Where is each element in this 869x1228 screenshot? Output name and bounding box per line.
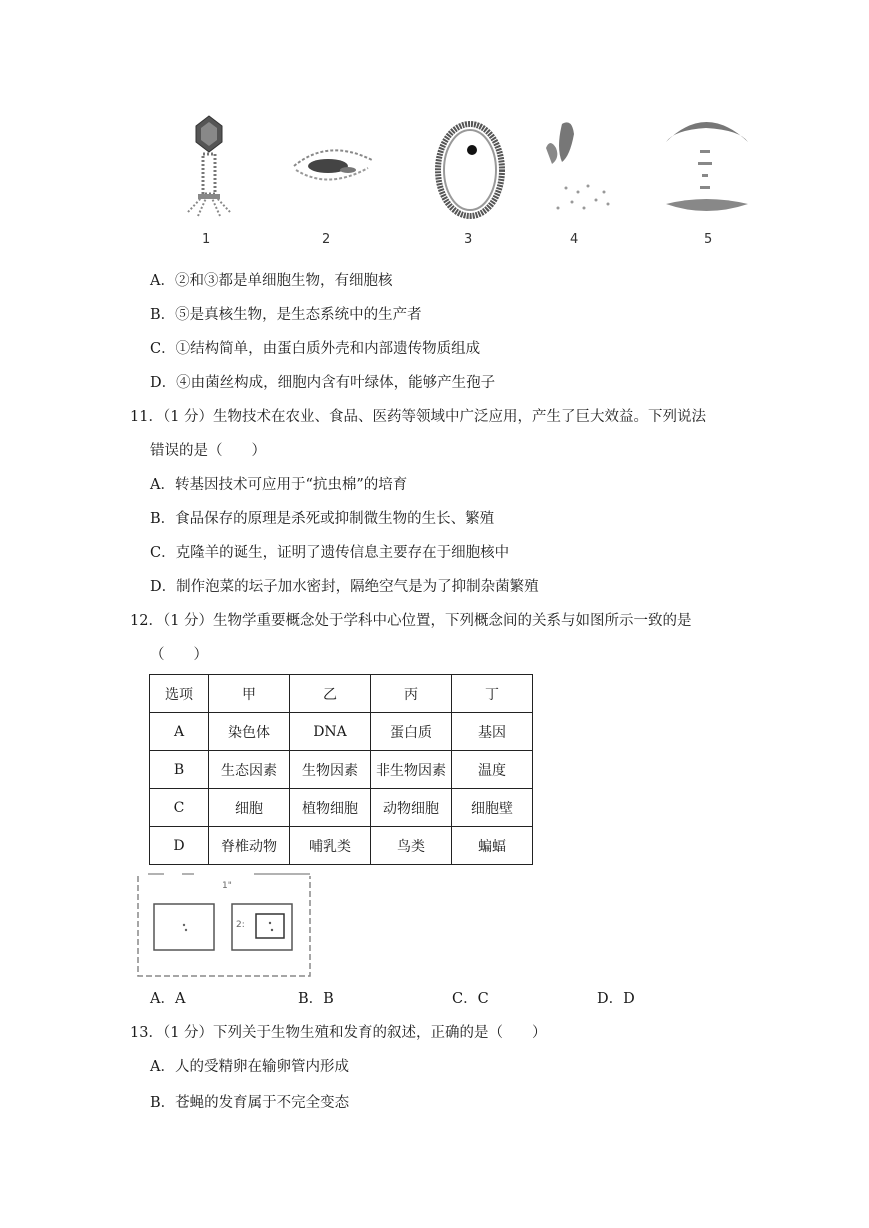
table-cell: 生物因素 [290,751,371,789]
q11-option-d: D．制作泡菜的坛子加水密封，隔绝空气是为了抑制杂菌繁殖 [150,579,539,595]
figure-label-3: 3 [464,232,473,247]
table-cell: 蛋白质 [371,713,452,751]
q12-choice-b: B．B [298,991,334,1007]
table-cell: DNA [290,713,371,751]
table-cell: 动物细胞 [371,789,452,827]
concept-table [149,674,533,865]
table-cell: 生态因素 [209,751,290,789]
q12-stem-line2: （ ） [150,647,208,663]
q11-option-a: A．转基因技术可应用于“抗虫棉”的培育 [150,477,408,493]
fungus-illustration [538,108,618,247]
table-cell: 蝙蝠 [452,827,533,865]
table-cell: 细胞壁 [452,789,533,827]
protist-illustration [288,108,378,247]
table-header-cell: 丙 [371,675,452,713]
single-cell-illustration [432,108,508,247]
q12-choice-a: A．A [150,991,186,1007]
q10-option-a: A．②和③都是单细胞生物，有细胞核 [150,273,393,289]
table-cell: 哺乳类 [290,827,371,865]
figure-label-1: 1 [202,232,211,247]
table-row [150,789,533,827]
table-cell: 脊椎动物 [209,827,290,865]
table-cell: 染色体 [209,713,290,751]
table-cell: B [150,751,209,789]
table-cell: 温度 [452,751,533,789]
table-header-row [150,675,533,713]
table-cell: A [150,713,209,751]
table-row [150,827,533,865]
table-header-cell: 乙 [290,675,371,713]
table-cell: 鸟类 [371,827,452,865]
table-cell: 植物细胞 [290,789,371,827]
q10-option-d: D．④由菌丝构成，细胞内含有叶绿体，能够产生孢子 [150,375,496,391]
q13-option-a: A．人的受精卵在输卵管内形成 [150,1059,349,1075]
q11-option-b: B．食品保存的原理是杀死或抑制微生物的生长、繁殖 [150,511,495,527]
q12-choice-d: D．D [597,991,635,1007]
table-header-cell: 选项 [150,675,209,713]
diagram-label-inner: 2: [236,920,245,930]
q12-choice-c: C．C [452,991,489,1007]
bacteriophage-illustration [174,108,244,247]
q11-stem-line2: 错误的是（ ） [150,443,266,459]
q10-option-c: C．①结构简单，由蛋白质外壳和内部遗传物质组成 [150,341,481,357]
organisms-figure [160,108,740,247]
figure-label-5: 5 [704,232,713,247]
table-header-cell: 甲 [209,675,290,713]
table-row [150,751,533,789]
figure-label-2: 2 [322,232,331,247]
q11-stem-line1: 11．（1 分）生物技术在农业、食品、医药等领域中广泛应用，产生了巨大效益。下列说法 [130,409,707,425]
q10-option-b: B．⑤是真核生物，是生态系统中的生产者 [150,307,422,323]
q12-stem-line1: 12．（1 分）生物学重要概念处于学科中心位置，下列概念间的关系与如图所示一致的是 [130,613,692,629]
table-cell: C [150,789,209,827]
mushroom-illustration [660,108,752,247]
table-cell: 细胞 [209,789,290,827]
table-cell: 非生物因素 [371,751,452,789]
table-row [150,713,533,751]
diagram-label-outer: 1" [222,881,232,891]
q11-option-c: C．克隆羊的诞生，证明了遗传信息主要存在于细胞核中 [150,545,510,561]
table-header-cell: 丁 [452,675,533,713]
q13-option-b: B．苍蝇的发育属于不完全变态 [150,1095,350,1111]
q13-stem: 13．（1 分）下列关于生物生殖和发育的叙述，正确的是（ ） [130,1025,547,1041]
table-cell: D [150,827,209,865]
concept-relation-diagram [134,870,316,980]
table-cell: 基因 [452,713,533,751]
figure-label-4: 4 [570,232,579,247]
